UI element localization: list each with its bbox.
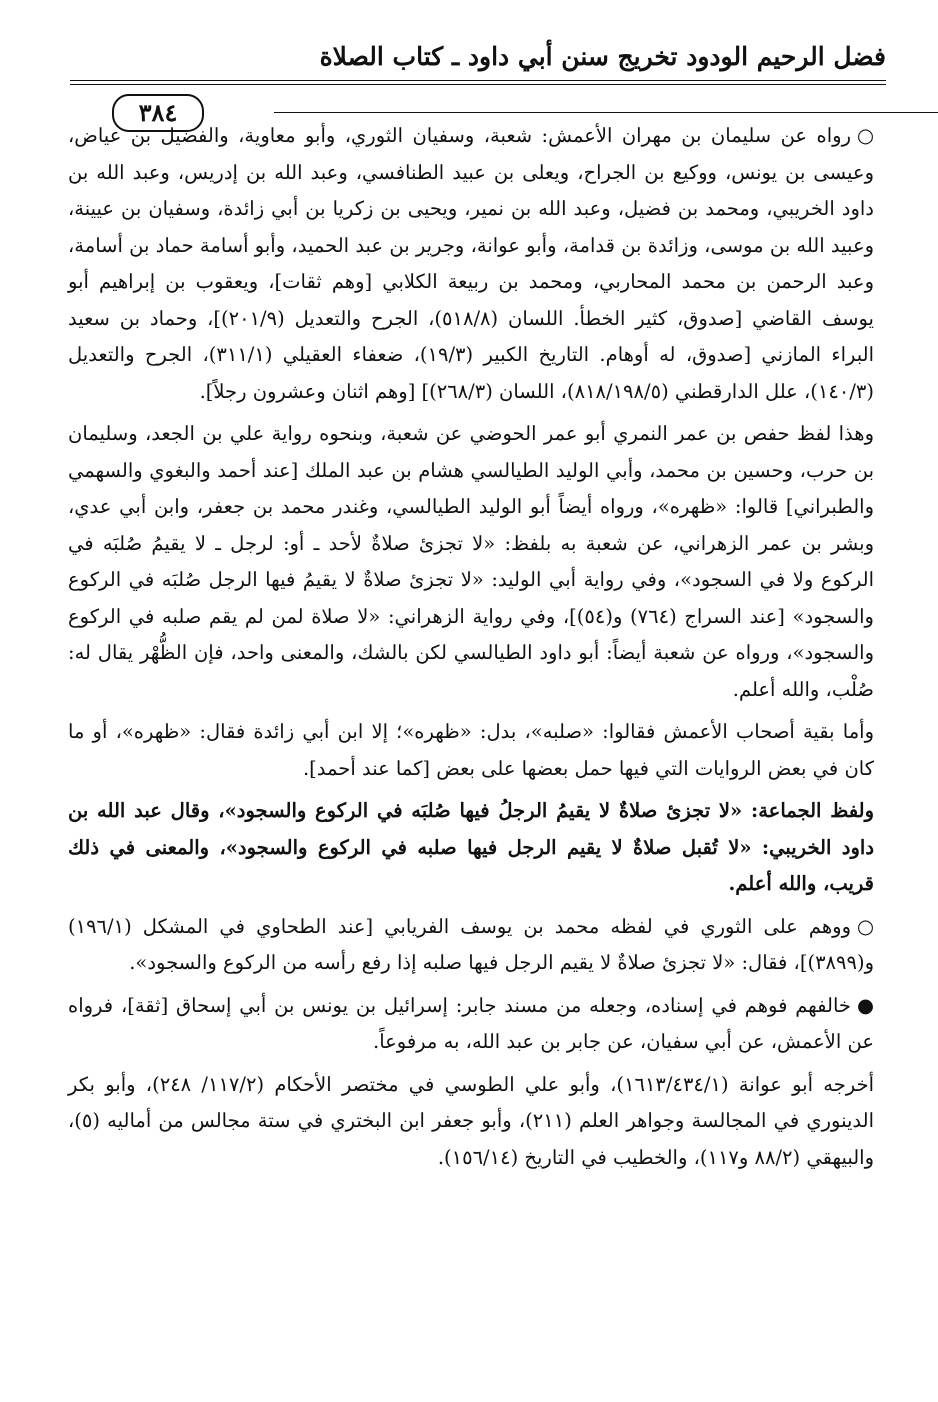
thawri-paragraph — [68, 909, 874, 982]
header-rule-inner — [70, 84, 886, 85]
remaining-companions-paragraph — [68, 714, 874, 787]
paragraph-text: خالفهم فوهم في إسناده، وجعله من مسند جابر: إسرائيل بن يونس بن أبي إسحاق [ثقة]، فرواه عن الأعمش، عن أبي سفيان، عن جابر بن عبد الله، به مرفوعاً. — [68, 993, 874, 1053]
header-rule — [70, 80, 886, 81]
paragraph-text: ولفظ الجماعة: «لا تجزئ صلاةٌ لا يقيمُ الرجلُ فيها صُلبَه في الركوع والسجود»، وقال عبد الله بن داود الخريبي: «لا تُقبل صلاةٌ لا يقيم الرجل فيها صلبه في الركوع والسجود»، والمعنى في ذلك قريب، والله أعلم. — [68, 799, 874, 895]
paragraph-text: رواه عن سليمان بن مهران الأعمش: شعبة، وسفيان الثوري، وأبو معاوية، والفضيل بن عياض، وعيسى بن يونس، ووكيع بن الجراح، ويعلى بن عبيد الطنافسي، وعبد الله بن إدريس، وعبد الله بن داود الخريبي، ومحمد بن فضيل، وعبد الله بن نمير، ويحيى بن زكريا بن أبي زائدة، وسفيان بن عيينة، وعبيد الله بن موسى، وزائدة بن قدامة، وأبو عوانة، وجرير بن عبد الحميد، وأبو أسامة حماد بن أسامة، وعبد الرحمن بن محمد المحاربي، ومحمد بن ربيعة الكلابي [وهم ثقات]، ويعقوب بن إبراهيم أبو يوسف القاضي [صدوق، كثير الخطأ. اللسان (٥١٨/٨)، الجرح والتعديل (٢٠١/٩)]، وحماد بن سعيد البراء المازني [صدوق، له أوهام. التاريخ الكبير (١٩/٣)، ضعفاء العقيلي (٣١١/١)، الجرح والتعديل (١٤٠/٣)، علل الدارقطني (٨١٨/١٩٨/٥)، اللسان (٢٦٨/٣)] [وهم اثنان وعشرون رجلاً]. — [68, 124, 874, 403]
page-number: ٣٨٤ — [112, 94, 204, 132]
running-title: فضل الرحيم الودود تخريج سنن أبي داود ـ كتاب الصلاة — [319, 42, 886, 71]
circle-marker-icon: ○ — [856, 914, 874, 938]
paragraph-text: وهذا لفظ حفص بن عمر النمري أبو عمر الحوضي عن شعبة، وبنحوه رواية علي بن الجعد، وسليمان بن حرب، وحسين بن محمد، وأبي الوليد الطيالسي هشام بن عبد الملك [عند أحمد والبغوي والسهمي والطبراني] قالوا: «ظهره»، ورواه أيضاً أبو الوليد الطيالسي، وغندر محمد بن جعفر، وابن أبي عدي، وبشر بن عمر الزهراني، عن شعبة به بلفظ: «لا تجزئ صلاةٌ لأحد ـ أو: لرجل ـ لا يقيمُ صُلبَه في الركوع ولا في السجود»، وفي رواية أبي الوليد: «لا تجزئ صلاةٌ لا يقيمُ فيها الرجل صُلبَه في الركوع والسجود» [عند السراج (٧٦٤) و(٥٤)]، وفي رواية الزهراني: «لا صلاة لمن لم يقم صلبه في الركوع والسجود»، ورواه عن شعبة أيضاً: أبو داود الطيالسي لكن بالشك، والمعنى واحد، فإن الظُّهْر يقال له: صُلْب، والله أعلم. — [68, 422, 874, 701]
israil-paragraph — [68, 988, 874, 1061]
filled-marker-icon: ● — [856, 993, 874, 1017]
paragraph-text: وأما بقية أصحاب الأعمش فقالوا: «صلبه»، بدل: «ظهره»؛ إلا ابن أبي زائدة فقال: «ظهره»، أو ما كان في بعض الروايات التي فيها حمل بعضها على بعض [كما عند أحمد]. — [68, 720, 874, 780]
circle-marker-icon: ○ — [856, 124, 874, 147]
page-header — [70, 38, 886, 127]
group-wording-paragraph — [68, 793, 874, 903]
paragraph-text: ووهم على الثوري في لفظه محمد بن يوسف الفريابي [عند الطحاوي في المشكل (١٩٦/١) و(٣٨٩٩)]، فقال: «لا تجزئ صلاةٌ لا يقيم الرجل فيها صلبه إذا رفع رأسه من الركوع والسجود». — [68, 914, 874, 974]
takhrij-paragraph — [68, 1067, 874, 1177]
paragraph-text: أخرجه أبو عوانة (١٦١٣/٤٣٤/١)، وأبو علي الطوسي في مختصر الأحكام (١١٧/٢/ ٢٤٨)، وأبو بكر الدينوري في المجالسة وجواهر العلم (٢١١)، وأبو جعفر ابن البختري في ستة مجالس من أماليه (٥)، والبيهقي (٨٨/٢ و١١٧)، والخطيب في التاريخ (١٥٦/١٤). — [68, 1072, 875, 1169]
number-line-right — [274, 112, 938, 113]
page-content — [68, 118, 874, 1182]
wording-paragraph — [68, 416, 874, 708]
narrators-paragraph — [68, 118, 874, 410]
